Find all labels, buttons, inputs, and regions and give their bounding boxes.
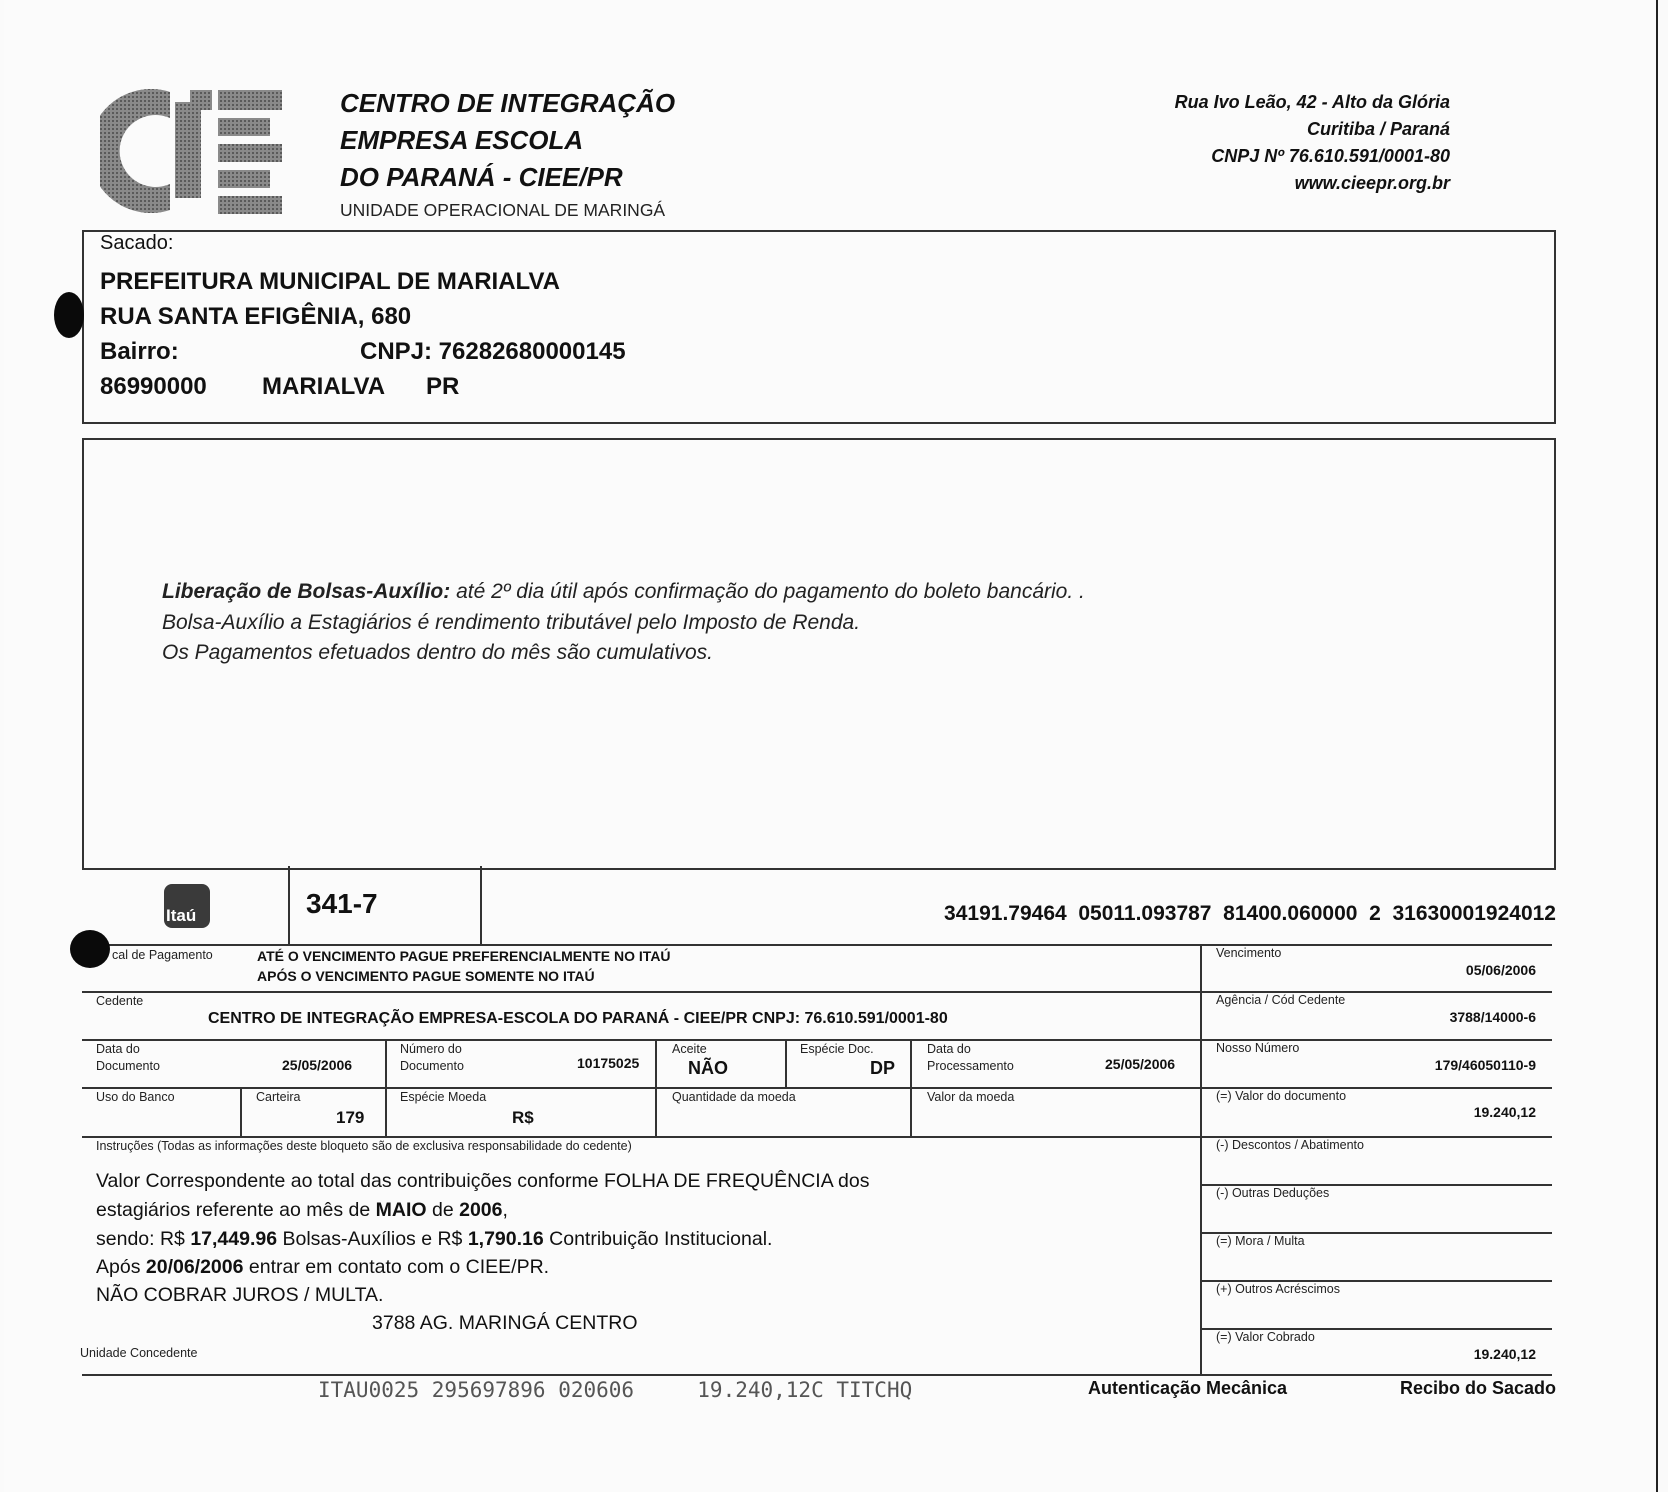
valor-doc-value: 19.240,12 [1473, 1104, 1536, 1120]
local-label: cal de Pagamento [112, 948, 213, 962]
bank-code: 341-7 [306, 888, 378, 919]
instr-line4 [96, 1256, 549, 1279]
especie-doc-label: Espécie Doc. [800, 1042, 874, 1056]
notes-line2: Bolsa-Auxílio a Estagiários é rendimento tributável pelo Imposto de Renda. [162, 611, 861, 634]
cedente-label: Cedente [96, 994, 144, 1008]
descontos-label: (-) Descontos / Abatimento [1216, 1138, 1364, 1152]
instr-line2-year: 2006 [459, 1199, 503, 1221]
valor-cobrado-value: 19.240,12 [1473, 1346, 1536, 1362]
instr-line6: 3788 AG. MARINGÁ CENTRO [372, 1312, 638, 1334]
punch-hole-bottom [70, 930, 110, 968]
cedente-value: CENTRO DE INTEGRAÇÃO EMPRESA-ESCOLA DO PARANÁ - CIEE/PR CNPJ: 76.610.591/0001-80 [208, 1010, 948, 1027]
autenticacao-label: Autenticação Mecânica [1088, 1378, 1288, 1398]
valor-doc-label: (=) Valor do documento [1216, 1089, 1347, 1103]
instr-line2-a: estagiários referente ao mês de [96, 1199, 376, 1221]
ciee-logo-icon [100, 84, 285, 216]
especie-moeda-value: R$ [512, 1108, 534, 1127]
torn-edge [0, 1492, 1668, 1507]
outras-deducoes-label: (-) Outras Deduções [1216, 1186, 1330, 1200]
org-address: Rua Ivo Leão, 42 - Alto da Glória [1174, 92, 1450, 112]
num-doc-label1: Número do [400, 1042, 462, 1056]
org-name-line3: DO PARANÁ - CIEE/PR [340, 162, 623, 192]
quantidade-label: Quantidade da moeda [672, 1090, 796, 1104]
especie-moeda-label: Espécie Moeda [400, 1090, 487, 1104]
sacado-cnpj: CNPJ: 76282680000145 [360, 338, 626, 365]
valor-moeda-label: Valor da moeda [927, 1090, 1015, 1104]
sacado-label: Sacado: [100, 232, 174, 254]
notes-line1-rest: até 2º dia útil após confirmação do pagamento do boleto bancário. . [450, 580, 1085, 603]
mora-label: (=) Mora / Multa [1216, 1234, 1305, 1248]
data-proc-label2: Processamento [927, 1059, 1014, 1073]
instr-line3-c: Bolsas-Auxílios e R$ [277, 1228, 468, 1250]
instr-line5: NÃO COBRAR JUROS / MULTA. [96, 1284, 384, 1306]
uso-banco-label: Uso do Banco [96, 1090, 175, 1104]
agencia-value: 3788/14000-6 [1449, 1009, 1536, 1025]
instr-line3 [96, 1228, 772, 1251]
unidade-concedente-label: Unidade Concedente [80, 1346, 198, 1360]
num-doc-label2: Documento [400, 1059, 464, 1073]
sacado-state: PR [426, 373, 460, 400]
nosso-numero-label: Nosso Número [1216, 1041, 1300, 1055]
nosso-numero-value: 179/46050110-9 [1434, 1057, 1536, 1073]
itau-logo-text: Itaú [166, 906, 197, 925]
acrescimos-label: (+) Outros Acréscimos [1216, 1282, 1340, 1296]
org-unit: UNIDADE OPERACIONAL DE MARINGÁ [340, 200, 666, 220]
itau-logo-icon [164, 884, 210, 928]
valor-cobrado-label: (=) Valor Cobrado [1216, 1330, 1315, 1344]
org-cnpj: CNPJ Nº 76.610.591/0001-80 [1211, 146, 1450, 166]
instr-line4-date: 20/06/2006 [145, 1256, 244, 1278]
instr-line1: Valor Correspondente ao total das contribuições conforme FOLHA DE FREQUÊNCIA dos [96, 1170, 870, 1192]
data-doc-label2: Documento [96, 1059, 160, 1073]
sacado-name: PREFEITURA MUNICIPAL DE MARIALVA [100, 268, 560, 295]
recibo-label: Recibo do Sacado [1399, 1378, 1556, 1398]
mechanical-stamp: ITAU0025 295697896 020606 19.240,12C TITCHQ [318, 1378, 913, 1402]
digitable-line: 34191.79464 05011.093787 81400.060000 2 31630001924012 [944, 902, 1556, 925]
especie-doc-value: DP [870, 1058, 896, 1078]
local-line2: APÓS O VENCIMENTO PAGUE SOMENTE NO ITAÚ [257, 968, 595, 984]
instr-line2-e: , [502, 1199, 508, 1221]
data-doc-value: 25/05/2006 [282, 1057, 353, 1073]
instr-line3-e: Contribuição Institucional. [543, 1228, 773, 1250]
org-name-line2: EMPRESA ESCOLA [340, 125, 584, 155]
instr-line3-bolsas: 17,449.96 [190, 1228, 278, 1250]
agencia-label: Agência / Cód Cedente [1216, 993, 1346, 1007]
notes-line3: Os Pagamentos efetuados dentro do mês são cumulativos. [162, 641, 713, 664]
vencimento-label: Vencimento [1216, 946, 1282, 960]
org-name-line1: CENTRO DE INTEGRAÇÃO [340, 88, 676, 118]
org-website: www.cieepr.org.br [1294, 173, 1450, 193]
aceite-label: Aceite [672, 1042, 707, 1056]
data-proc-label1: Data do [927, 1042, 971, 1056]
instr-line3-a: sendo: R$ [96, 1228, 191, 1250]
instr-line2-month: MAIO [375, 1199, 427, 1221]
org-city: Curitiba / Paraná [1306, 119, 1450, 139]
instrucoes-label: Instruções (Todas as informações deste bloqueto são de exclusiva responsabilidade do cedente) [96, 1139, 632, 1153]
aceite-value: NÃO [688, 1058, 728, 1078]
sacado-city: MARIALVA [262, 373, 386, 400]
instr-line2 [96, 1199, 508, 1222]
carteira-label: Carteira [256, 1090, 301, 1104]
data-proc-value: 25/05/2006 [1105, 1056, 1176, 1072]
instr-line2-c: de [426, 1199, 460, 1221]
vencimento-value: 05/06/2006 [1465, 962, 1536, 978]
local-line1: ATÉ O VENCIMENTO PAGUE PREFERENCIALMENTE NO ITAÚ [257, 948, 671, 964]
data-doc-label1: Data do [96, 1042, 140, 1056]
sacado-cep: 86990000 [100, 373, 207, 400]
notes-line1 [162, 580, 1085, 604]
sacado-bairro-label: Bairro: [100, 338, 179, 365]
instr-line4-c: entrar em contato com o CIEE/PR. [243, 1256, 550, 1278]
instr-line3-contrib: 1,790.16 [467, 1228, 544, 1250]
carteira-value: 179 [336, 1108, 365, 1127]
notes-line1-bold: Liberação de Bolsas-Auxílio: [162, 580, 451, 603]
num-doc-value: 10175025 [577, 1055, 640, 1071]
sacado-street: RUA SANTA EFIGÊNIA, 680 [100, 303, 412, 330]
instr-line4-a: Após [96, 1256, 146, 1278]
punch-hole-top [54, 292, 84, 338]
